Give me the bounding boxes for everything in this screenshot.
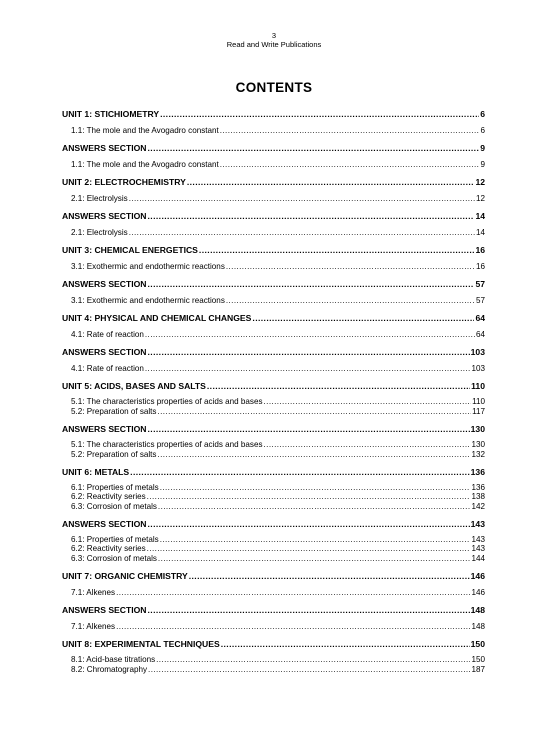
toc-sub-entry[interactable]: 6.2: Reactivity series ..... 138: [62, 492, 485, 501]
toc-sub-entry[interactable]: 1.1: The mole and the Avogadro constant ..... 9: [62, 159, 485, 171]
toc-answers-entry[interactable]: ANSWERS SECTION ..... 57: [62, 276, 485, 292]
toc-unit-entry[interactable]: UNIT 8: EXPERIMENTAL TECHNIQUES ..... 150: [62, 636, 485, 652]
toc-sub-entry[interactable]: 7.1: Alkenes ..... 148: [62, 621, 485, 633]
toc-sub-entry[interactable]: 8.2: Chromatography ..... 187: [62, 664, 485, 676]
toc-sub-entry[interactable]: 6.3: Corrosion of metals ..... 144: [62, 553, 485, 565]
toc-unit-entry[interactable]: UNIT 6: METALS ..... 136: [62, 464, 485, 480]
toc-sub-entry[interactable]: 2.1: Electrolysis ..... 14: [62, 227, 485, 239]
toc-answers-entry[interactable]: ANSWERS SECTION ..... 130: [62, 421, 485, 437]
toc-sub-entry[interactable]: 6.3: Corrosion of metals ..... 142: [62, 501, 485, 513]
toc-sub-entry[interactable]: 1.1: The mole and the Avogadro constant ..... 6: [62, 125, 485, 137]
toc-answers-entry[interactable]: ANSWERS SECTION ..... 9: [62, 140, 485, 156]
toc-unit-entry[interactable]: UNIT 4: PHYSICAL AND CHEMICAL CHANGES ..... 64: [62, 310, 485, 326]
toc-sub-entry[interactable]: 8.1: Acid-base titrations ..... 150: [62, 655, 485, 664]
toc-sub-entry[interactable]: 7.1: Alkenes ..... 146: [62, 587, 485, 599]
publisher-name: Read and Write Publications: [226, 40, 322, 49]
toc-unit-entry[interactable]: UNIT 5: ACIDS, BASES AND SALTS ..... 110: [62, 378, 485, 394]
page-title: CONTENTS: [235, 80, 313, 95]
toc-sub-entry[interactable]: 3.1: Exothermic and endothermic reactions ..... 57: [62, 295, 485, 307]
toc-unit-entry[interactable]: UNIT 2: ELECTROCHEMISTRY ..... 12: [62, 174, 485, 190]
toc-unit-entry[interactable]: UNIT 7: ORGANIC CHEMISTRY ..... 146: [62, 568, 485, 584]
toc-sub-entry[interactable]: 5.2: Preparation of salts ..... 132: [62, 449, 485, 461]
toc-unit-entry[interactable]: UNIT 3: CHEMICAL ENERGETICS ..... 16: [62, 242, 485, 258]
toc-answers-entry[interactable]: ANSWERS SECTION ..... 14: [62, 208, 485, 224]
toc-sub-entry[interactable]: 4.1: Rate of reaction ..... 103: [62, 363, 485, 375]
toc-answers-entry[interactable]: ANSWERS SECTION ..... 143: [62, 516, 485, 532]
page-number: 3: [271, 31, 277, 40]
toc-answers-entry[interactable]: ANSWERS SECTION ..... 103: [62, 344, 485, 360]
toc-sub-entry[interactable]: 6.2: Reactivity series ..... 143: [62, 544, 485, 553]
toc-sub-entry[interactable]: 5.2: Preparation of salts ..... 117: [62, 406, 485, 418]
table-of-contents: [62, 106, 485, 676]
toc-sub-entry[interactable]: 3.1: Exothermic and endothermic reactions ..... 16: [62, 261, 485, 273]
toc-sub-entry[interactable]: 6.1: Properties of metals ..... 143: [62, 535, 485, 544]
toc-answers-entry[interactable]: ANSWERS SECTION ..... 148: [62, 602, 485, 618]
toc-unit-entry[interactable]: UNIT 1: STICHIOMETRY ..... 6: [62, 106, 485, 122]
toc-sub-entry[interactable]: 4.1: Rate of reaction ..... 64: [62, 329, 485, 341]
toc-sub-entry[interactable]: 6.1: Properties of metals ..... 136: [62, 483, 485, 492]
toc-sub-entry[interactable]: 5.1: The characteristics properties of acids and bases ..... 130: [62, 440, 485, 449]
toc-sub-entry[interactable]: 2.1: Electrolysis ..... 12: [62, 193, 485, 205]
toc-sub-entry[interactable]: 5.1: The characteristics properties of acids and bases ..... 110: [62, 397, 485, 406]
